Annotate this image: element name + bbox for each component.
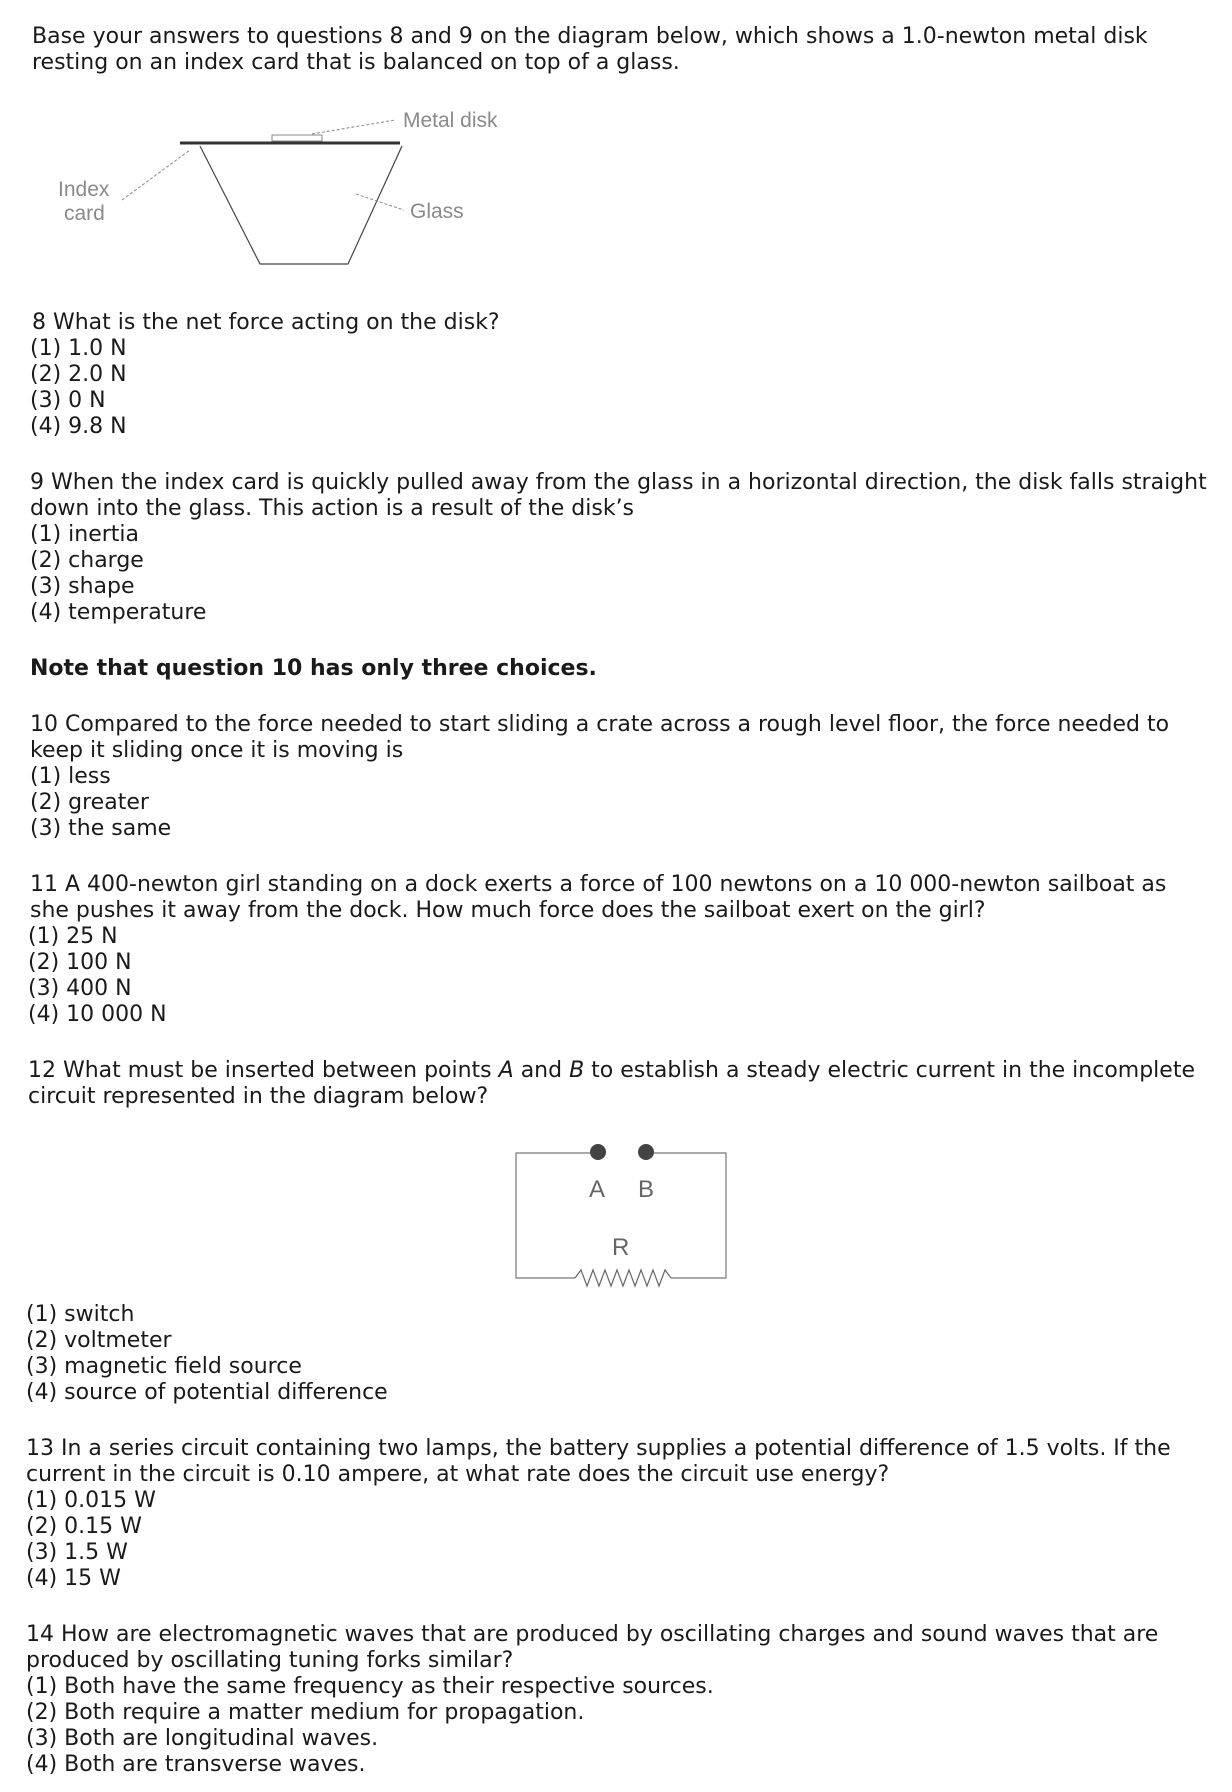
glass-label: Glass [410, 200, 464, 223]
q11-choice-4: (4) 10 000 N [28, 1002, 167, 1027]
q10-note: Note that question 10 has only three choices. [30, 656, 597, 681]
q13-choice-2: (2) 0.15 W [26, 1514, 142, 1539]
q8-choice-3: (3) 0 N [30, 388, 106, 413]
q9-choice-1: (1) inertia [30, 522, 140, 547]
q12-choice-2: (2) voltmeter [26, 1328, 172, 1353]
q14-choice-4: (4) Both are transverse waves. [26, 1752, 366, 1777]
q12-stem-text-c: to establish a steady electric current in the incomplete [584, 1058, 1195, 1083]
q12-stem-line-1 [28, 1058, 1195, 1084]
circuit-label-a: A [589, 1176, 606, 1203]
q12-stem-text-a: 12 What must be inserted between points [28, 1058, 499, 1083]
q14-choice-2: (2) Both require a matter medium for propagation. [26, 1700, 585, 1725]
glass-leader [356, 194, 404, 210]
intro-line-2: resting on an index card that is balanced on top of a glass. [32, 50, 680, 75]
index-card-label-2: card [64, 202, 105, 225]
q13-stem-line-2: current in the circuit is 0.10 ampere, at what rate does the circuit use energy? [26, 1462, 890, 1487]
intro-line-1: Base your answers to questions 8 and 9 on the diagram below, which shows a 1.0-newton metal disk [32, 24, 1148, 49]
q12-point-a: A [498, 1058, 514, 1083]
q9-choice-2: (2) charge [30, 548, 144, 573]
q9-choice-4: (4) temperature [30, 600, 207, 625]
terminal-a [590, 1144, 606, 1160]
circuit-wire-right [643, 1153, 726, 1278]
index-card-label-1: Index [58, 178, 110, 201]
terminal-b [638, 1144, 654, 1160]
q12-point-b: B [569, 1058, 585, 1083]
q8-stem: 8 What is the net force acting on the disk? [32, 310, 500, 335]
circuit-diagram [505, 1130, 745, 1290]
q13-choice-1: (1) 0.015 W [26, 1488, 156, 1513]
q10-choice-3: (3) the same [30, 816, 172, 841]
q11-stem-line-1: 11 A 400-newton girl standing on a dock exerts a force of 100 newtons on a 10 000-newton sailboat as [30, 872, 1167, 897]
q12-choice-4: (4) source of potential difference [26, 1380, 388, 1405]
q9-stem-line-1: 9 When the index card is quickly pulled away from the glass in a horizontal direction, the disk falls straight [30, 470, 1207, 495]
circuit-wire-left [516, 1153, 594, 1278]
q13-stem-line-1: 13 In a series circuit containing two lamps, the battery supplies a potential difference of 1.5 volts. If the [26, 1436, 1171, 1461]
resistor-symbol [575, 1270, 671, 1286]
q14-stem-line-2: produced by oscillating tuning forks similar? [26, 1648, 514, 1673]
circuit-label-r: R [612, 1234, 630, 1261]
q10-stem-line-1: 10 Compared to the force needed to start sliding a crate across a rough level floor, the force needed to [30, 712, 1170, 737]
q14-choice-1: (1) Both have the same frequency as their respective sources. [26, 1674, 714, 1699]
q11-stem-line-2: she pushes it away from the dock. How much force does the sailboat exert on the girl? [30, 898, 986, 923]
metal-disk-label: Metal disk [403, 109, 498, 132]
q12-stem-text-b: and [513, 1058, 570, 1083]
q14-choice-3: (3) Both are longitudinal waves. [26, 1726, 379, 1751]
q13-choice-4: (4) 15 W [26, 1566, 121, 1591]
q13-choice-3: (3) 1.5 W [26, 1540, 128, 1565]
q11-choice-1: (1) 25 N [28, 924, 118, 949]
q12-stem-line-2: circuit represented in the diagram below? [28, 1084, 489, 1109]
q11-choice-3: (3) 400 N [28, 976, 132, 1001]
q10-stem-line-2: keep it sliding once it is moving is [30, 738, 404, 763]
metal-disk [272, 135, 322, 141]
q8-choice-4: (4) 9.8 N [30, 414, 127, 439]
circuit-label-b: B [638, 1176, 655, 1203]
q10-choice-1: (1) less [30, 764, 111, 789]
q14-stem-line-1: 14 How are electromagnetic waves that are produced by oscillating charges and sound waves that are [26, 1622, 1159, 1647]
q8-choice-1: (1) 1.0 N [30, 336, 127, 361]
index-card-leader [122, 150, 190, 200]
q12-choice-3: (3) magnetic field source [26, 1354, 302, 1379]
q9-choice-3: (3) shape [30, 574, 135, 599]
q8-choice-2: (2) 2.0 N [30, 362, 127, 387]
q12-choice-1: (1) switch [26, 1302, 135, 1327]
glass-disk-diagram [50, 100, 570, 280]
q10-choice-2: (2) greater [30, 790, 149, 815]
q9-stem-line-2: down into the glass. This action is a result of the disk’s [30, 496, 635, 521]
q11-choice-2: (2) 100 N [28, 950, 132, 975]
metal-disk-leader [312, 120, 395, 134]
glass-outline [200, 146, 402, 264]
